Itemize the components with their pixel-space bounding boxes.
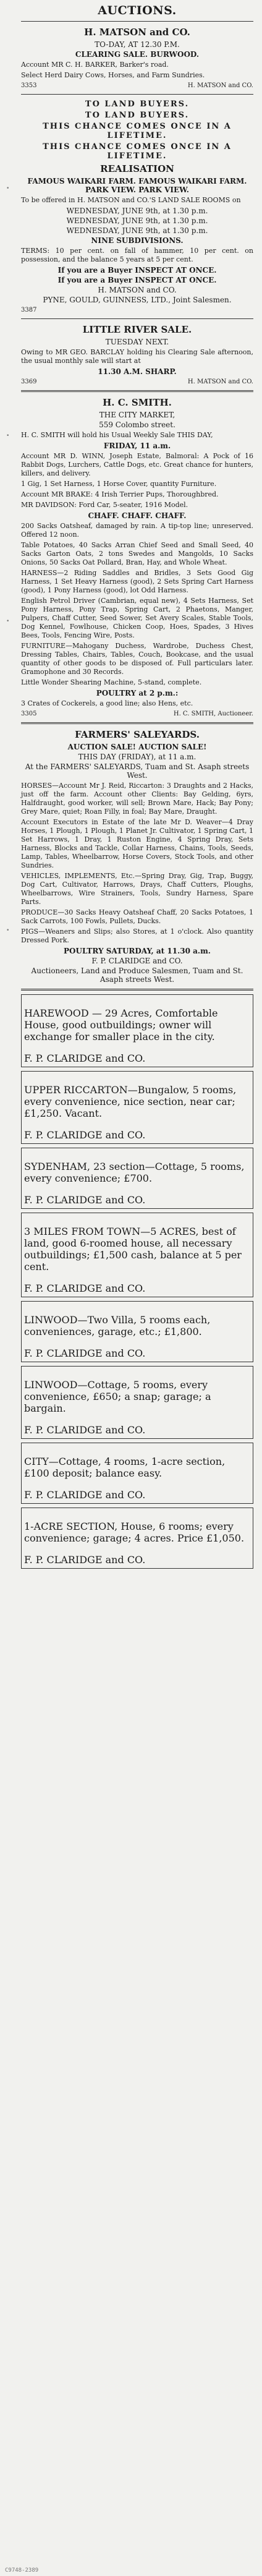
clearing-account: Account MR C. H. BARKER, Barker's road. (21, 61, 169, 69)
farmers-firm-desc: Auctioneers, Land and Produce Salesmen, Tuam and St. Asaph streets West. (31, 966, 243, 984)
little-river-time: 11.30 A.M. SHARP. (98, 367, 177, 376)
clearing-title: CLEARING SALE. BURWOOD. (75, 50, 200, 59)
land-item-text: LINWOOD—Cottage, 5 rooms, every convenience, £650; a snap; garage; a bargain. (24, 1379, 211, 1414)
smith-header: H. C. SMITH. (103, 397, 172, 408)
realisation-date-1: WEDNESDAY, JUNE 9th, at 1.30 p.m. (66, 216, 208, 225)
smith-chaff-body: 200 Sacks Oatsheaf, damaged by rain. A tip-top line; unreserved. Offered 12 noon. (21, 522, 253, 539)
farmers-header: FARMERS' SALEYARDS. (75, 729, 200, 740)
land-item (21, 994, 253, 1067)
realisation-date-2: WEDNESDAY, JUNE 9th, at 1.30 p.m. (66, 226, 208, 235)
print-code: C9748-2389 (5, 2567, 39, 2574)
land-item (21, 1443, 253, 1504)
land-buyers-2: THIS CHANCE COMES ONCE IN A LIFETIME. (43, 122, 232, 140)
land-item-firm: F. P. CLARIDGE and CO. (24, 1129, 146, 1141)
little-river-ref: 3369 (21, 378, 37, 385)
land-item (21, 1508, 253, 1569)
little-river-ad (21, 324, 253, 385)
land-buyers-1: TO LAND BUYERS. (85, 111, 190, 120)
newspaper-page (5, 0, 257, 2576)
clearing-body: Select Herd Dairy Cows, Horses, and Farm Sundries. (21, 71, 205, 79)
realisation-line: FAMOUS WAIKARI FARM. FAMOUS WAIKARI FARM. PARK VIEW. PARK VIEW. (27, 177, 247, 194)
smith-english: English Petrol Driver (Cambrian, equal new), 4 Sets Harness, Set Pony Harness, Pony Trap, Spring Cart, 2 Phaetons, Manger, Pulpers, Chaff Cutter, Seed Sower, Set Avery Scales, Stable Tools, Dog Kennel, Fowlhouse, Chicken Coop, Hoes, Spades, 3 Hives Bees, Tools, Fencing Wire, Posts. (21, 597, 253, 639)
matson-clearing-ad (21, 27, 253, 89)
clearing-firm: H. MATSON and CO. (187, 82, 253, 89)
land-item-text: CITY—Cottage, 4 rooms, 1-acre section, £100 deposit; balance easy. (24, 1456, 226, 1479)
today-line: TO-DAY, AT 12.30 P.M. (95, 40, 180, 49)
realisation-firm: H. MATSON and CO. (98, 286, 177, 294)
little-river-body: Owing to MR GEO. BARCLAY holding his Clearing Sale afternoon, the usual monthly sale will start at (21, 348, 253, 365)
land-item (21, 1213, 253, 1297)
land-item-firm: F. P. CLARIDGE and CO. (24, 1194, 146, 1206)
clearing-ref: 3353 (21, 82, 37, 89)
land-item-firm: F. P. CLARIDGE and CO. (24, 1489, 146, 1501)
farmers-vehicles: VEHICLES, IMPLEMENTS, Etc.—Spring Dray, Gig, Trap, Buggy, Dog Cart, Cultivator, Harrows, Drays, Chaff Cutters, Ploughs, Wheelbarrows, Wire Strainers, Tools, Sundry Harness, Spare Parts. (21, 872, 253, 906)
land-item-firm: F. P. CLARIDGE and CO. (24, 1424, 146, 1436)
land-item (21, 1148, 253, 1209)
smith-account1: Account MR D. WINN, Joseph Estate, Balmoral: A Pock of 16 Rabbit Dogs, Lurchers, Cattle Dogs, etc. Great chance for hunters, killers, and delivery. (21, 452, 253, 477)
land-item-firm: F. P. CLARIDGE and CO. (24, 1282, 146, 1294)
land-item-text: LINWOOD—Two Villa, 5 rooms each, conveniences, garage, etc.; £1,800. (24, 1314, 211, 1337)
realisation-title: REALISATION (100, 163, 174, 174)
realisation-terms: TERMS: 10 per cent. on fall of hammer, 10 per cent. on possession, and the balance 5 years at 5 per cent. (21, 247, 253, 263)
smith-potatoes: Table Potatoes, 40 Sacks Arran Chief Seed and Small Seed, 40 Sacks Garton Oats, 2 tons Swedes and Mangolds, 10 Sacks Onions, 50 Sacks Oat Pollard, Bran, Hay, and Whole Wheat. (21, 541, 253, 566)
margin-marks: • • • • (6, 186, 10, 934)
smith-chaff: CHAFF. CHAFF. CHAFF. (88, 511, 187, 520)
smith-lot1: 1 Gig, 1 Set Harness, 1 Horse Cover, quantity Furniture. (21, 480, 217, 488)
land-item-text: 3 MILES FROM TOWN—5 ACRES, best of land, good 6-roomed house, all necessary outbuildings; £1,500 cash, balance at 5 per cent. (24, 1226, 242, 1273)
farmers-this-day: THIS DAY (FRIDAY), at 11 a.m. (78, 753, 196, 761)
smith-ref: 3305 (21, 710, 37, 717)
realisation-inspect-0: If you are a Buyer INSPECT AT ONCE. (57, 266, 217, 275)
land-item (21, 1366, 253, 1439)
farmers-ad (21, 729, 253, 984)
land-item-text: 1-ACRE SECTION, House, 6 rooms; every convenience; garage; 4 acres. Price £1,050. (24, 1520, 245, 1544)
farmers-location: At the FARMERS' SALEYARDS, Tuam and St. Asaph streets West. (25, 762, 250, 780)
little-river-firm: H. MATSON and CO. (187, 378, 253, 385)
farmers-pigs: PIGS—Weaners and Slips; also Stores, at 1 o'clock. Also quantity Dressed Pork. (21, 928, 253, 944)
farmers-horses: HORSES—Account Mr J. Reid, Riccarton: 3 Draughts and 2 Hacks, just off the farm. Account other Clients: Bay Gelding, 6yrs, Halfdraught, good worker, will sell; Brown Mare, Hack; Bay Pony; Grey Mare, quiet; Roan Filly, in foal; Bay Mare, Draught. (21, 782, 253, 816)
land-item-firm: F. P. CLARIDGE and CO. (24, 1052, 146, 1064)
smith-poultry-body: 3 Crates of Cockerels, a good line; also Hens, etc. (21, 699, 193, 707)
realisation-date-0: WEDNESDAY, JUNE 9th, at 1.30 p.m. (66, 207, 208, 215)
farmers-account-estate: Account Executors in Estate of the late Mr D. Weaver—4 Dray Horses, 1 Plough, 1 Plough, 1 Planet Jr. Cultivator, 1 Spring Cart, 1 Set Harrows, 1 Dray, 1 Ruston Engine, 4 Spring Dray, Sets Harness, Blocks and Tackle, Collar Harness, Chains, Tools, Seeds, Lamp, Tables, Wheelbarrow, Horse Covers, Stock Tools, and other Sundries. (21, 818, 253, 869)
land-item-text: UPPER RICCARTON—Bungalow, 5 rooms, every convenience, nice section, near car; £1,250. Vacant. (24, 1084, 237, 1119)
smith-little-wonder: Little Wonder Shearing Machine, 5-stand, complete. (21, 678, 202, 686)
farmers-poultry: POULTRY SATURDAY, at 11.30 a.m. (64, 947, 211, 955)
smith-friday: FRIDAY, 11 a.m. (103, 441, 171, 450)
land-item (21, 1301, 253, 1362)
land-item (21, 1071, 253, 1144)
land-buyers-3: THIS CHANCE COMES ONCE IN A LIFETIME. (43, 142, 232, 161)
smith-harness: HARNESS—2 Riding Saddles and Bridles, 3 Sets Good Gig Harness, 1 Set Heavy Harness (good), 2 Sets Spring Cart Harness (good), 1 Pony Harness (good), lot Odd Harness. (21, 569, 253, 594)
land-item-text: SYDENHAM, 23 section—Cottage, 5 rooms, every convenience; £700. (24, 1161, 245, 1184)
matson-header: H. MATSON and CO. (84, 27, 190, 38)
little-river-title: LITTLE RIVER SALE. (82, 324, 192, 335)
smith-poultry-title: POULTRY at 2 p.m.: (96, 689, 179, 697)
farmers-auction-sale: AUCTION SALE! AUCTION SALE! (67, 743, 207, 751)
smith-footer: H. C. SMITH, Auctioneer. (173, 710, 253, 717)
smith-ad (21, 397, 253, 717)
realisation-ref: 3387 (21, 307, 37, 313)
land-item-firm: F. P. CLARIDGE and CO. (24, 1347, 146, 1359)
land-item-firm: F. P. CLARIDGE and CO. (24, 1554, 146, 1566)
farmers-firm: F. P. CLARIDGE and CO. (91, 957, 183, 965)
land-item-text: HAREWOOD — 29 Acres, Comfortable House, good outbuildings; owner will exchange for smaller place in the city. (24, 1007, 218, 1043)
auctions-column (21, 0, 253, 1572)
realisation-inspect-1: If you are a Buyer INSPECT AT ONCE. (57, 276, 217, 284)
realisation-ad (21, 100, 253, 313)
smith-account2: Account MR BRAKE: 4 Irish Terrier Pups, Thoroughbred. (21, 490, 219, 498)
land-listings (21, 994, 253, 1569)
little-river-tuesday: TUESDAY NEXT. (105, 338, 169, 346)
smith-furniture: FURNITURE—Mahogany Duchess, Wardrobe, Duchess Chest, Dressing Tables, Chairs, Tables, Couch, Bookcase, and the usual quantity of other goods to be disposed of. Full particulars later. Gramophone and 30 Records. (21, 642, 253, 676)
smith-address: 559 Colombo street. (99, 420, 175, 429)
smith-intro: H. C. SMITH will hold his Usual Weekly Sale THIS DAY, (21, 431, 213, 439)
land-buyers-0: TO LAND BUYERS. (85, 100, 190, 109)
smith-account3: MR DAVIDSON: Ford Car, 5-seater, 1916 Model. (21, 501, 188, 509)
realisation-joint: PYNE, GOULD, GUINNESS, LTD., Joint Salesmen. (43, 296, 232, 304)
realisation-offer: To be offered in H. MATSON and CO.'S LAND SALE ROOMS on (21, 196, 241, 204)
farmers-produce: PRODUCE—30 Sacks Heavy Oatsheaf Chaff, 20 Sacks Potatoes, 1 Sack Carrots, 100 Fowls, Pullets, Ducks. (21, 908, 253, 925)
realisation-subdivisions: NINE SUBDIVISIONS. (91, 236, 184, 245)
section-title: AUCTIONS. (98, 4, 177, 17)
smith-market: THE CITY MARKET, (99, 411, 175, 419)
